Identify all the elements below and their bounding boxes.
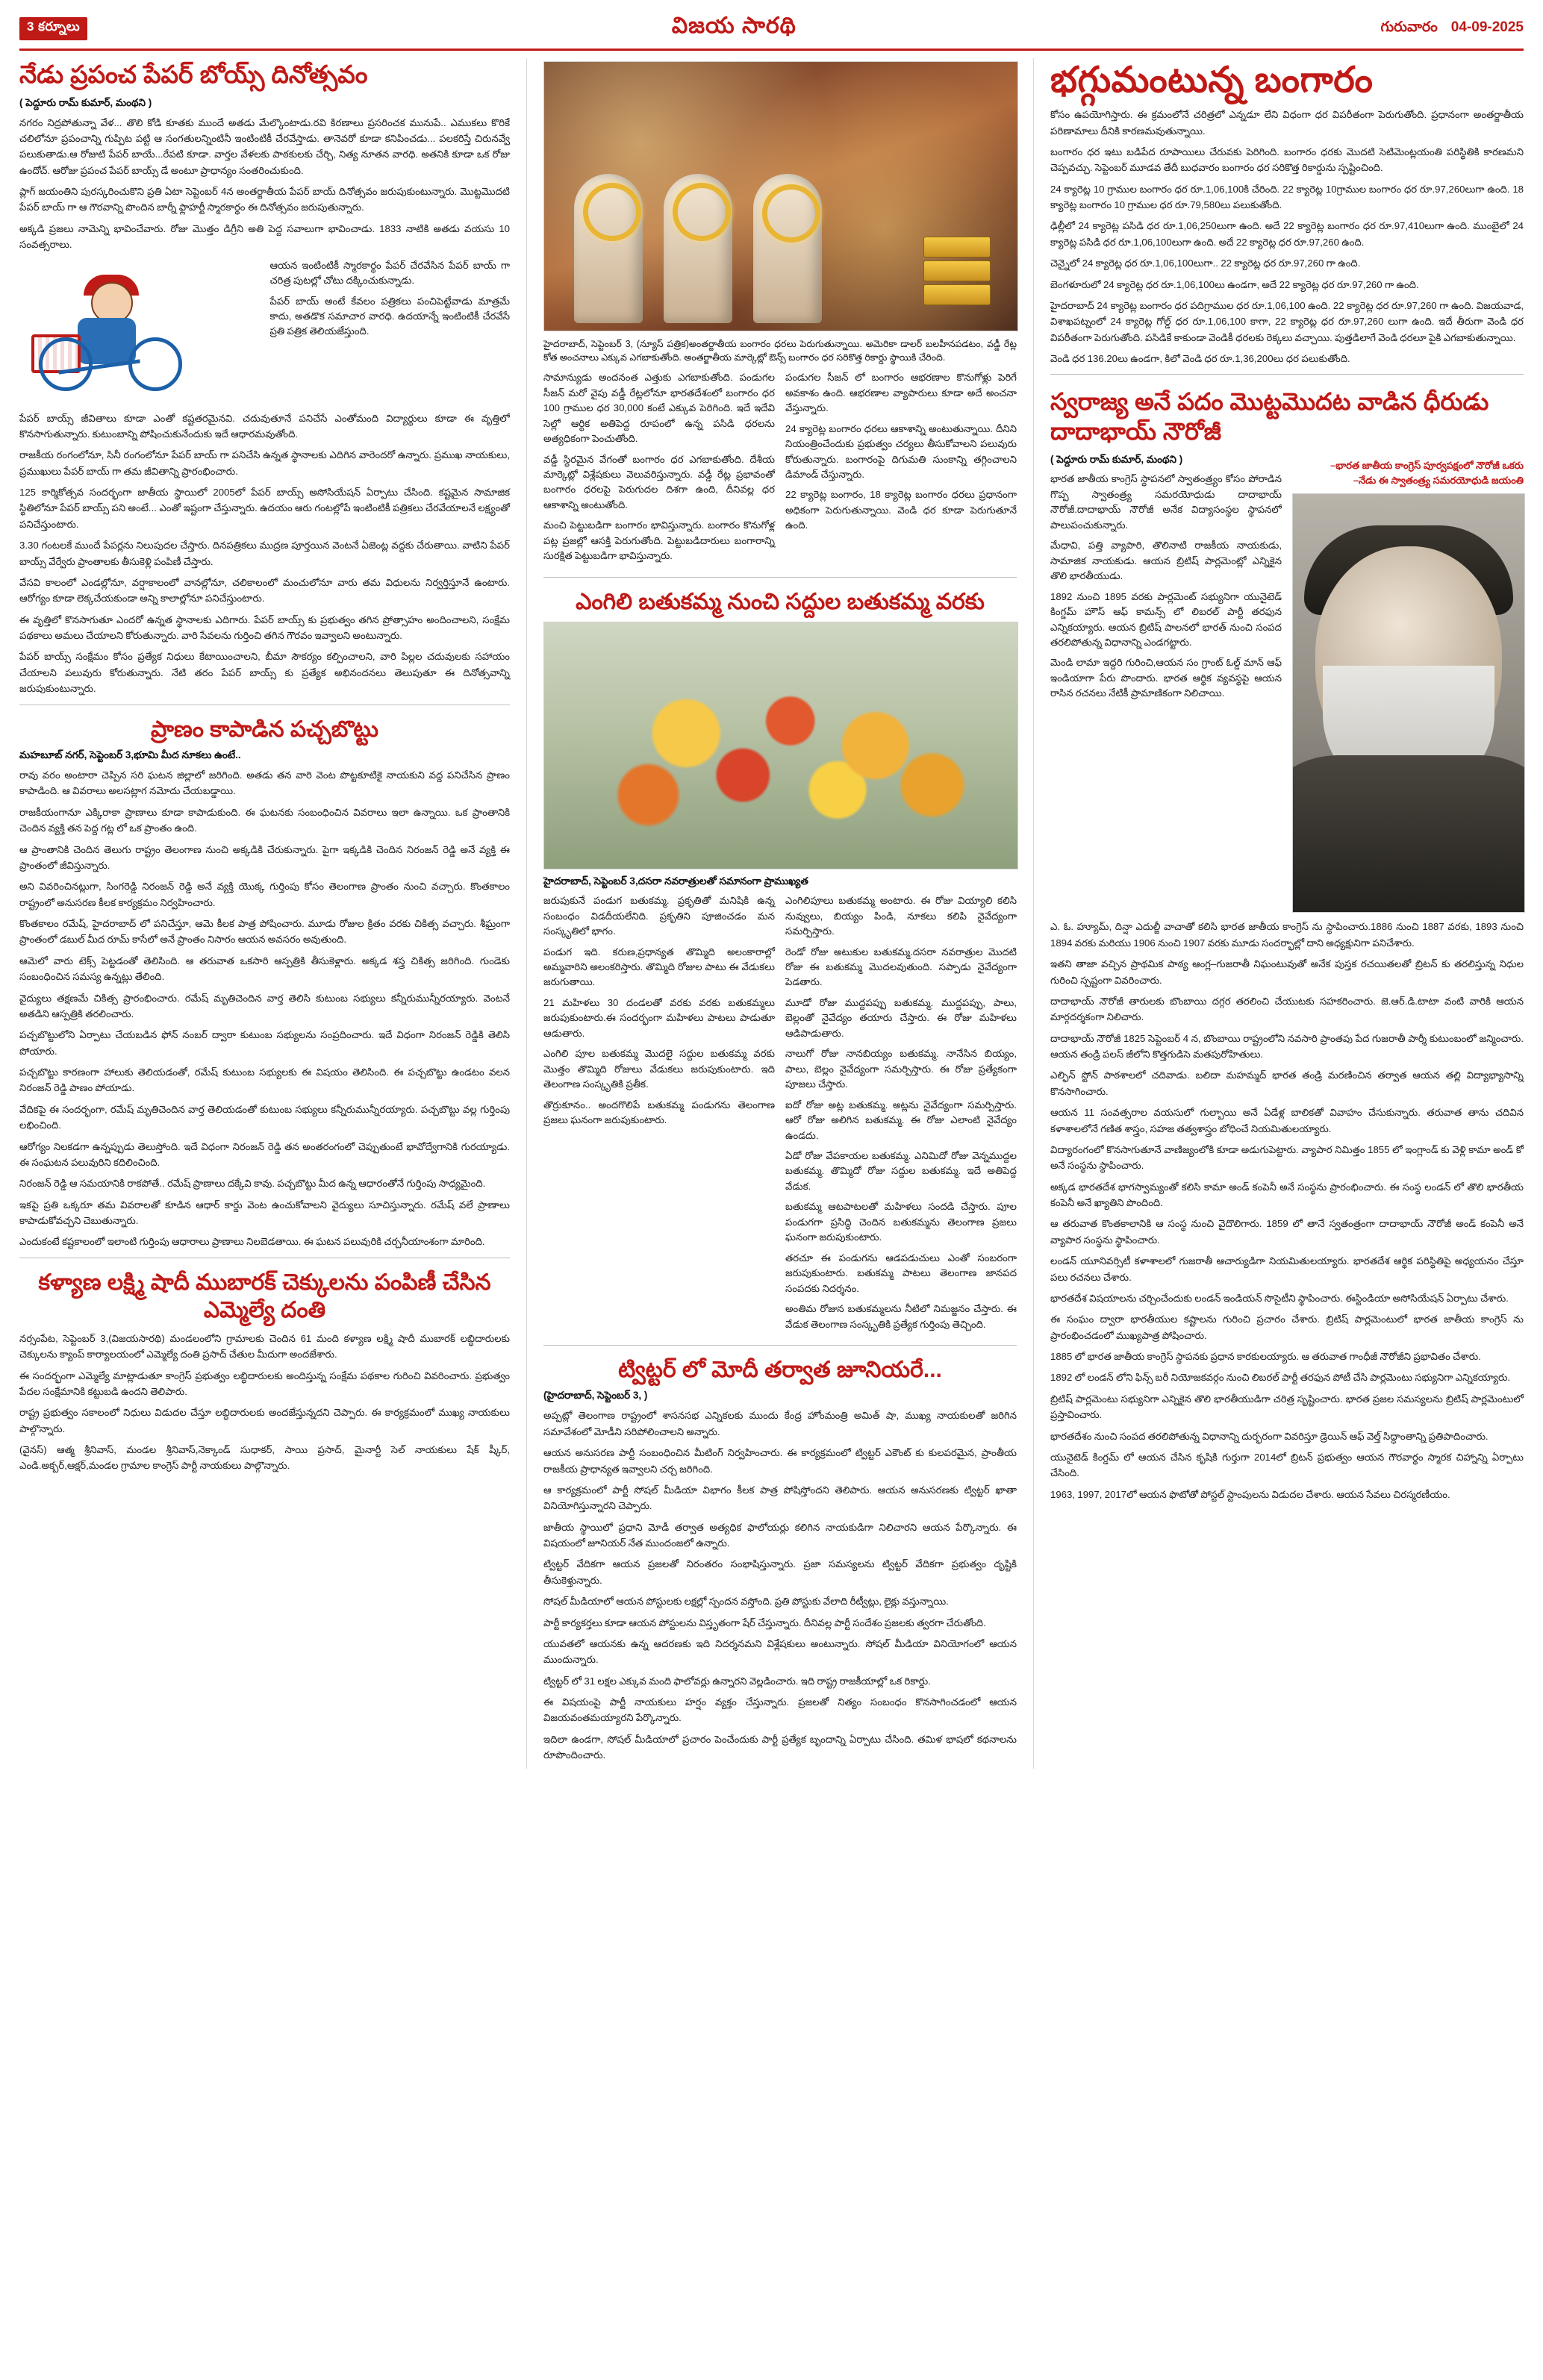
robe-shape bbox=[1292, 755, 1525, 912]
paragraph: లండన్ యూనివర్సిటీ కళాశాలలో గుజరాతీ ఆచార్యుడిగా నియమితులయ్యారు. భారతదేశ ఆర్థిక పరిస్థితిపై అధ్యయనం చేస్తూ పలు రచనలు చేశారు. bbox=[1050, 1255, 1524, 1283]
headline-gold-price: భగ్గుమంటున్న బంగారం bbox=[1050, 60, 1374, 100]
credit-line-2: –నేడు ఈ స్వాతంత్ర్య సమరయోధుడి జయంతి bbox=[1353, 474, 1524, 486]
paragraph: 24 క్యారెట్ల బంగారం ధరలు ఆకాశాన్ని అంటుతున్నాయి. దీనిని నియంత్రించేందుకు ప్రభుత్వం చర్యలు తీసుకోవాలని పలువురు కోరుతున్నారు. బంగారంపై దిగుమతి సుంకాన్ని తగ్గించాలని డిమాండ్ చేస్తున్నారు. bbox=[785, 422, 1017, 480]
naoroji-credit bbox=[1292, 458, 1524, 487]
gold-bar-3 bbox=[923, 237, 991, 257]
paragraph: ఆయన ఇంటింటికీ స్మారకార్థం పేపర్ చేరవేసిన పేపర్ బాయ్ గా చరిత్ర పుటల్లో చోటు దక్కించుకున్నాడు. bbox=[269, 259, 510, 287]
paragraph: భారతదేశం నుంచి సంపద తరలిపోతున్న విధానాన్ని దుర్భరంగా వివరిస్తూ డ్రెయిన్ ఆఫ్ వెల్త్ సిద్ధాంతాన్ని ప్రతిపాదించారు. bbox=[1050, 1430, 1489, 1442]
paragraph: 3.30 గంటలకే ముందే పేపర్లను నిలుపుదల చేస్తారు. దినపత్రికలు ముద్రణ పూర్తయిన వెంటనే ఏజెంట్ల వద్దకు చేరుతాయి. వాటిని పేపర్ బాయ్స్ వేర్వేరు ప్రాంతాలకు తీసుకెళ్లి పంపిణీ చేస్తారు. bbox=[19, 540, 510, 567]
paragraph: పచ్చబొట్టు కారణంగా హాలుకు తెలియడంతో, రమేష్ కుటుంబ సభ్యులకు ఈ విషయం తెలిసింది. ఈ పచ్చబొట్టు ఉండటం వలన నిరంజన్ రెడ్డి పాణం పోయాడు. bbox=[19, 1066, 510, 1094]
headline-tattoo-saved-life: ప్రాణం కాపాడిన పచ్చబొట్టు bbox=[151, 716, 378, 742]
paragraph: బ్రిటిష్ పార్లమెంటు సభ్యునిగా ఎన్నికైన తొలి భారతీయుడిగా చరిత్ర సృష్టించారు. భారత ప్రజల సమస్యలను బ్రిటిష్ పార్లమెంటులో ప్రస్తావించారు. bbox=[1050, 1393, 1524, 1421]
paragraph: ట్విట్టర్ లో 31 లక్షల ఎక్కువ మంది ఫాలోవర్లు ఉన్నారని వెల్లడించారు. ఇది రాష్ట్ర రాజకీయాల్లో ఒక రికార్డు. bbox=[543, 1675, 931, 1687]
paragraph: ఆయన 11 సంవత్సరాల వయసులో గుల్బాయి అనే ఏడేళ్ల బాలికతో వివాహం చేసుకున్నారు. తరువాత తాను చదివిన కళాశాలలోనే గణిత శాస్త్రం, సహజ తత్వశాస్త్రం బోధించే నియమితులయ్యారు. bbox=[1050, 1107, 1524, 1134]
paragraph: ఆరోగ్యం నిలకడగా ఉన్నప్పుడు తెలుస్తోంది. ఇదే విధంగా నిరంజన్ రెడ్డి తన అంతరంగంలో చెప్పుతుంటే భావోద్వేగానికి గురయ్యాడు. ఈ సంఘటన పలువురిని కదిలించింది. bbox=[19, 1140, 510, 1168]
bicycle-wheel-front bbox=[39, 337, 93, 391]
paragraph: బతుకమ్మ ఆటపాటలతో మహిళలు సందడి చేస్తారు. పూల పండుగగా ప్రసిద్ధి చెందిన బతుకమ్మను తెలంగాణ ప్రజలు ఘనంగా జరుపుకుంటారు. bbox=[785, 1201, 1017, 1243]
paragraph: ఆమెలో వారు టెక్స్ పెట్టడంతో తెలిసింది. ఆ తరువాత ఒకసారి ఆస్పత్రికి తీసుకెళ్లారు. అక్కడ శస్త్ర చికిత్స జరిగింది. గుండెకు సంబంధించిన సమస్య ఉన్నట్లు తేలింది. bbox=[19, 955, 510, 983]
bicycle-wheel-rear bbox=[128, 337, 182, 391]
paragraph: ఐదో రోజు అట్ల బతుకమ్మ. అట్లను నైవేద్యంగా సమర్పిస్తారు. ఆరో రోజు అలిగిన బతుకమ్మ. ఈ రోజు ఎలాంటి నైవేద్యం ఉండదు. bbox=[785, 1099, 1017, 1141]
divider bbox=[543, 1345, 1017, 1346]
gold-text-block bbox=[543, 370, 1017, 569]
paragraph: హైదరాబాద్ 24 క్యారెట్ల బంగారం ధర పదిగ్రాముల ధర రూ.1,06,100 ఉంది. 22 క్యారెట్ల ధర రూ.97,260 గా ఉంది. విజయవాడ, విశాఖపట్నంలో 24 క్యారెట్ల గోల్డ్ ధర రూ.1,06,100 కాగా, 22 క్యారెట్ల ధర రూ.97,260 లుగా ఉంది. ఇదే తీరుగా వెండి ధర విపరీతంగా పెరుగుతోంది. పసిడికే కాకుండా వెండికీ ధరలకు రెక్కలు వచ్చాయి. పుత్తడిలాగే వెండి ధరలూ పైకి ఎగబాకుతున్నాయి. bbox=[1050, 299, 1524, 343]
headline-bathukamma: ఎంగిలి బతుకమ్మ నుంచి సద్దుల బతుకమ్మ వరకు bbox=[576, 589, 985, 614]
paragraph: అప్పట్లో తెలంగాణ రాష్ట్రంలో శాసనసభ ఎన్నికలకు ముందు కేంద్ర హోంమంత్రి అమిత్ షా, ముఖ్య నాయకులతో జరిగిన సమావేశంలో మోడీని సరిపోలించాలని అన్నారు. bbox=[543, 1410, 1017, 1437]
bathukamma-flowers-photo bbox=[543, 622, 1018, 869]
gold-bar-1 bbox=[923, 284, 991, 305]
paragraph: (వైనస్) ఆత్మ శ్రీనివాస్, మండల శ్రీనివాస్,నెక్కాండ్ సుధాకర్, సాయి ప్రసాద్, మైనార్టీ సెల్ నాయకులు షేక్ ష్కీర్, ఎండి.అక్బర్,ఆక్షర్,మండల గ్రామాల కాంగ్రెస్ పార్టీ నాయకులు పాల్గొన్నారు. bbox=[19, 1444, 510, 1472]
dateline-tattoo: మహబూబ్ నగర్, సెప్టెంబర్ 3,భూమి మీద నూకలు ఉంటే.. bbox=[19, 749, 241, 761]
paperboy-illustration-block bbox=[19, 258, 510, 410]
gold-bar-2 bbox=[923, 260, 991, 281]
paragraph: మంచి పెట్టుబడిగా బంగారం భావిస్తున్నారు. బంగారం కొనుగోళ్ల పట్ల ప్రజల్లో ఆసక్తి పెరుగుతోంది. పెట్టుబడిదారులు బంగారాన్ని సురక్షిత పెట్టుబడిగా భావిస్తున్నారు. bbox=[543, 519, 775, 562]
paragraph: బంగారం ధర ఇటు బడిపేద రూపాయిలు చేరువకు పెరిగింది. బంగారం ధరకు మొదటి సెటిమెంట్లయంతి పరిస్థితికి కారణమని చెప్పవచ్చు. సెప్టెంబర్ మూడవ తేదీ బుధవారం బంగారం ధర సరికొత్త రికార్డును స్పష్టించింది. bbox=[1050, 146, 1524, 174]
headline-paperboy-day: నేడు ప్రపంచ పేపర్ బోయ్స్ దినోత్సవం bbox=[19, 60, 368, 88]
bathukamma-col-a bbox=[543, 893, 775, 1337]
paragraph: ఎంగిలిపూలు బతుకమ్మ అంటారు. ఈ రోజు వియ్యాలి కలిసి నువ్వులు, బియ్యం పిండి, నూకలు కలిపి నైవేద్యంగా సమర్పిస్తారు. bbox=[785, 895, 1017, 937]
paragraph: ప్లాగ్ జయంతిని పురస్కరించుకొని ప్రతి ఏటా సెప్టెంబర్ 4న అంతర్జాతీయ పేపర్ బాయ్ దినోత్సవం జరుపుకుంటున్నారు. మొట్టమొదటి పేపర్ బాయ్ గా ఆ గౌరవాన్ని పొందిన బార్నీ ఫ్లాహర్టీ స్మారకార్థం ఈ దినోత్సవం జరుపుతున్నారు. bbox=[19, 186, 510, 213]
headline-twitter-modi: ట్విట్టర్ లో మోదీ తర్వాత జూనియరే... bbox=[618, 1357, 942, 1382]
paragraph: అంతిమ రోజున బతుకమ్మలను నీటిలో నిమజ్జనం చేస్తారు. ఈ వేడుక తెలంగాణ సంస్కృతికి ప్రత్యేక గుర్తింపు తెచ్చింది. bbox=[785, 1303, 1017, 1330]
paragraph: ఆ ప్రాంతానికి చెందిన తెలుగు రాష్ట్రం తెలంగాణ నుంచి అక్కడికి చేరుకున్నారు. పైగా ఇక్కడికి చెందిన నిరంజన్ రెడ్డి అనే వ్యక్తి ఈ ప్రాంతంలో జీవిస్తున్నారు. bbox=[19, 843, 510, 871]
dateline-bathukamma: హైదరాబాద్, సెప్టెంబర్ 3,దసరా నవరాత్రులతో సమానంగా ప్రాముఖ్యత bbox=[543, 875, 808, 887]
paragraph: 1885 లో భారత జాతీయ కాంగ్రెస్ స్థాపనకు ప్రధాన కారకులయ్యారు. ఆ తరువాత గాంధీజీ నౌరోజీని ప్రభావితం చేశారు. bbox=[1050, 1351, 1481, 1363]
dateline-naoroji: ( పెద్దూరు రామ్ కుమార్, మంథని ) bbox=[1050, 454, 1183, 466]
paragraph: ట్విట్టర్ వేదికగా ఆయన ప్రజలతో నిరంతరం సంభాషిస్తున్నారు. ప్రజా సమస్యలను ట్విట్టర్ వేదికగా ప్రభుత్వం దృష్టికి తీసుకెళ్తున్నారు. bbox=[543, 1558, 1017, 1586]
paragraph: ఈ విషయంపై పార్టీ నాయకులు హర్షం వ్యక్తం చేస్తున్నారు. ప్రజలతో నిత్యం సంబంధం కొనసాగించడంలో ఆయన విజయవంతమయ్యారని పేర్కొన్నారు. bbox=[543, 1696, 1017, 1724]
masthead-date bbox=[1380, 19, 1524, 39]
divider bbox=[543, 577, 1017, 578]
paragraph: భారత జాతీయ కాంగ్రెస్ స్థాపనలో స్వాతంత్ర్యం కోసం పోరాడిన గొప్ప స్వాతంత్ర్య సమరయోధుడు దాదాభాయ్ నౌరోజీ.దాదాభాయ్ నౌరోజీ అనేక విద్యాసంస్థల స్థాపనలో పాలుపంచుకున్నారు. bbox=[1050, 473, 1282, 531]
column-1 bbox=[19, 58, 510, 1769]
gold-photo-caption: హైదరాబాద్, సెప్టెంబర్ 3, (న్యూస్ పత్రిక)అంతర్జాతీయ బంగారం ధరలు పెరుగుతున్నాయి. అమెరికా డాలర్ బలహీనపడటం, వడ్డీ రేట్ల కోత అంచనాలు ఎక్కువ ఎగబాకుతోంది. అంతర్జాతీయ మార్కెట్లో ఔన్స్ బంగారం ధర సరికొత్త రికార్డు స్థాయికి చేరింది. bbox=[543, 339, 1017, 363]
paragraph: పచ్చబొట్టులోని ఏర్పాటు చేయబడిన ఫోన్ నంబర్ ద్వారా కుటుంబ సభ్యులను సంప్రదించారు. ఇదే విధంగా నిరంజన్ రెడ్డికి తెలిసి పోయారు. bbox=[19, 1029, 510, 1057]
paragraph: జాతీయ స్థాయిలో ప్రధాని మోడీ తర్వాత అత్యధిక ఫాలోయర్లు కలిగిన నాయకుడిగా నిలిచారని ఆయన పేర్కొన్నారు. ఈ విషయంలో జూనియర్ నేత ముందంజలో ఉన్నారు. bbox=[543, 1521, 1017, 1549]
paragraph: దాదాభాయ్ నౌరోజీ తారులకు బొంబాయి దగ్గర తరలించి చేయుటకు సహకరించారు. జె.ఆర్.డి.టాటా వంటి వారికి ఆయన మార్గదర్శకంగా నిలిచారు. bbox=[1050, 995, 1524, 1023]
paragraph: యువతలో ఆయనకు ఉన్న ఆదరణకు ఇది నిదర్శనమని విశ్లేషకులు అంటున్నారు. సోషల్ మీడియా వినియోగంలో ఆయన ముందున్నారు. bbox=[543, 1637, 1017, 1666]
paperboy-side-text bbox=[270, 258, 511, 410]
paragraph: 1963, 1997, 2017లో ఆయన ఫొటోతో పోస్టల్ స్టాంపులను విడుదల చేశారు. ఆయన సేవలు చిరస్మరణీయం. bbox=[1050, 1488, 1450, 1500]
paragraph: చెన్నైలో 24 క్యారెట్ల ధర రూ.1,06,100లుగా.. 22 క్యారెట్ల ధర రూ.97,260 గా ఉంది. bbox=[1050, 257, 1361, 269]
paragraph: నాలుగో రోజు నానబియ్యం బతుకమ్మ. నానేసిన బియ్యం, పాలు, బెల్లం నైవేద్యంగా సమర్పిస్తారు. ఈ రోజు ప్రత్యేకంగా పూజలు చేస్తారు. bbox=[785, 1048, 1017, 1090]
paragraph: ఆ తరువాత కొంతకాలానికి ఆ సంస్థ నుంచి వైదొలిగారు. 1859 లో తానే స్వతంత్రంగా దాదాభాయ్ నౌరోజీ అండ్ కంపెనీ అనే వ్యాపార సంస్థను స్థాపించారు. bbox=[1050, 1218, 1524, 1246]
paragraph: 1892 లో లండన్ లోని ఫిన్స్ బరీ నియోజకవర్గం నుంచి లిబరల్ పార్టీ తరఫున పోటీ చేసి పార్లమెంటు సభ్యునిగా ఎన్నికయ్యారు. bbox=[1050, 1372, 1511, 1384]
paragraph: పేపర్ బాయ్స్ సంక్షేమం కోసం ప్రత్యేక నిధులు కేటాయించాలని, బీమా సౌకర్యం కల్పించాలని, వారి పిల్లల చదువులకు సహాయం చేయాలని పలువురు కోరుతున్నారు. నేటి తరం పేపర్ బాయ్స్ కు ప్రత్యేక అభినందనలు తెలుపుతూ ఈ దినోత్సవాన్ని జరుపుకుంటున్నారు. bbox=[19, 651, 510, 695]
paragraph: ఈ సందర్భంగా ఎమ్మెల్యే మాట్లాడుతూ కాంగ్రెస్ ప్రభుత్వం లబ్ధిదారులకు అందిస్తున్న సంక్షేమ పథకాల గురించి వివరించారు. ప్రభుత్వం పేదల సంక్షేమానికి కట్టుబడి ఉందని తెలిపారు. bbox=[19, 1369, 510, 1397]
paragraph: భారతదేశ విషయాలను చర్చించేందుకు లండన్ ఇండియన్ సొసైటీని స్థాపించారు. ఈస్టిండియా అసోసియేషన్ ఏర్పాటు చేశారు. bbox=[1050, 1292, 1509, 1304]
paragraph: 21 మహిళలు 30 దండలతో వరకు వరకు బతుకమ్మలు జరుపుకుంటారు.ఈ సందర్భంగా మహిళలు పాటలు పాడుతూ ఆడుతారు. bbox=[543, 996, 775, 1039]
gold-necklace-2 bbox=[673, 183, 731, 241]
paragraph: 22 క్యారెట్ల బంగారం, 18 క్యారెట్ల బంగారం ధరలు ప్రధానంగా అధికంగా పెరుగుతున్నాయి. వెండి ధర కూడా పెరుగుతూనే ఉంది. bbox=[785, 489, 1017, 531]
paragraph: అని వివరించినట్లుగా, సింగరెడ్డి నిరంజన్ రెడ్డి అనే వ్యక్తి యొక్క గుర్తింపు కోసం తెలంగాణ ప్రాంతం నుంచి వచ్చారు. కొంతకాలం రాష్ట్రంలో అనుసరణ కీలక కార్యక్రమం నిర్వహించారు. bbox=[19, 881, 510, 908]
paragraph: రాజకీయంగానూ ఎక్కిరాకా ప్రాణాలు కూడా కాపాడుకుంది. ఈ ఘటనకు సంబంధించిన వివరాలు ఇలా ఉన్నాయి. ఒక ప్రాంతానికి చెందిన వ్యక్తి తన పెద్ద గట్ల లో ఒక ప్రాంతం ఉంది. bbox=[19, 806, 510, 834]
paragraph: వడ్డీ స్థిరమైన వేగంతో బంగారం ధర ఎగబాకుతోంది. దేశీయ మార్కెట్లో విశ్లేషకులు వెలువరిస్తున్నారు. వడ్డీ రేట్ల ప్రభావంతో బంగారం ధరలపై పెరుగుదల దిశగా ఉంది, దీనివల్ల ధర ఆకాశాన్ని అంటుతోంది. bbox=[543, 453, 775, 510]
column-3 bbox=[1033, 58, 1524, 1769]
paragraph: ఢిల్లీలో 24 క్యారెట్ల పసిడి ధర రూ.1,06,250లుగా ఉంది. అదే 22 క్యారెట్ల బంగారం ధర రూ.97,410లుగా ఉంది. ముంబైలో 24 క్యారెట్ల పసిడి ధర రూ.1,06,100లుగా ఉంది. అదే 22 క్యారెట్ల ధర రూ.97,260 ఉంది. bbox=[1050, 220, 1524, 248]
masthead bbox=[19, 13, 1524, 51]
paragraph: ఎ. ఓ. హ్యూమ్, దిన్షా ఎదుల్జీ వాచాతో కలిసి భారత జాతీయ కాంగ్రెస్ ను స్థాపించారు.1886 నుంచి 1887 వరకు, 1893 నుంచి 1894 వరకు మరియు 1906 నుంచి 1907 వరకు మూడు సందర్భాల్లో దాని అధ్యక్షునిగా పనిచేశారు. bbox=[1050, 921, 1524, 949]
paragraph: కోసం ఉపయోగిస్తారు. ఈ క్రమంలోనే చరిత్రలో ఎన్నడూ లేని విధంగా ధర విపరీతంగా పెరుగుతోంది. ప్రధానంగా అంతర్జాతీయ పరిణామాలు దీనికి కారణమవుతున్నాయి. bbox=[1050, 109, 1524, 137]
gold-necklace-1 bbox=[583, 183, 641, 241]
paragraph: నర్సంపేట, సెప్టెంబర్ 3,(విజయసారథి) మండలంలోని గ్రామాలకు చెందిన 61 మంది కళ్యాణ లక్ష్మి షాదీ ముబారక్ లబ్ధిదారులకు చెక్కులను క్యాంప్ కార్యాలయంలో ఎమ్మెల్యే దంతి ప్రసాద్ చేతుల మీదుగా అందజేశారు. bbox=[19, 1332, 510, 1361]
gold-col-b bbox=[785, 370, 1017, 569]
paragraph: ఈ సంఘం ద్వారా భారతీయుల కష్టాలను గురించి ప్రచారం చేశారు. బ్రిటిష్ పార్లమెంటులో భారత జాతీయ కాంగ్రెస్ ను ప్రారంభించడంలో ముఖ్యపాత్ర పోషించారు. bbox=[1050, 1314, 1524, 1341]
paragraph: పార్టీ కార్యకర్తలు కూడా ఆయన పోస్టులను విస్తృతంగా షేర్ చేస్తున్నారు. దీనివల్ల పార్టీ సందేశం ప్రజలకు త్వరగా చేరుతోంది. bbox=[543, 1617, 986, 1628]
paragraph: ఎందుకంటే కష్టకాలంలో ఇలాంటి గుర్తింపు ఆధారాలు ప్రాణాలు నిలబెడతాయి. ఈ ఘటన పలువురికి చర్చనీయాంశంగా మారింది. bbox=[19, 1236, 485, 1248]
paragraph: సోషల్ మీడియాలో ఆయన పోస్టులకు లక్షల్లో స్పందన వస్తోంది. ప్రతి పోస్టుకు వేలాది రీట్వీట్లు, లైక్లు వస్తున్నాయి. bbox=[543, 1596, 949, 1608]
naoroji-portrait-photo bbox=[1292, 493, 1525, 913]
paragraph: ఆయన అనుసరణ పార్టీ సంబంధించిన మీటింగ్ నిర్వహించారు. ఈ కార్యక్రమంలో ట్విట్టర్ ఎకౌంట్ కు కులపరమైన, ప్రాంతీయ రాజకీయ ప్రాధాన్యత ఇవ్వాలని చర్చ జరిగింది. bbox=[543, 1447, 1017, 1475]
naoroji-intro-text bbox=[1050, 454, 1282, 919]
gold-jewellery-photo bbox=[543, 61, 1018, 331]
paragraph: ఎంగిలి పూల బతుకమ్మ మొదలై సద్దుల బతుకమ్మ వరకు మొత్తం తొమ్మిది రోజులు వేడుకలు జరుపుకుంటారు. ఇది తెలంగాణ సంస్కృతికి ప్రతీక. bbox=[543, 1048, 775, 1090]
paragraph: పేపర్ బాయ్ అంటే కేవలం పత్రికలు పంచిపెట్టేవాడు మాత్రమే కాదు, అతడొక సమాచార వారధి. ఉదయాన్నే ఇంటింటికీ చేరవేసే ప్రతి పత్రిక తెలియజేస్తుంది. bbox=[269, 295, 510, 337]
paragraph: రావు వరం అంటారా చెప్పిన సరి ఘటన జిల్లాలో జరిగింది. అతడు తన వారి వెంట పొట్టకూటికై నాయకుని వద్ద పనిచేసిన ప్రాణం కాపాడింది. ఆ వివరాలు అలసట్లాగ నమోదు చేయబడ్డాయి. bbox=[19, 769, 510, 797]
page-number-badge: 3 కర్నూలు bbox=[19, 17, 87, 40]
paragraph: వైద్యులు తక్షణమే చికిత్స ప్రారంభించారు. రమేష్ మృతిచెందిన వార్త తెలిసి కుటుంబ సభ్యులు కన్నీరుమున్నీరయ్యారు. వెంటనే అతడిని ఆస్పత్రికి తరలించారు. bbox=[19, 992, 510, 1019]
paragraph: రాష్ట్ర ప్రభుత్వం సకాలంలో నిధులు విడుదల చేస్తూ లబ్ధిదారులకు అందజేస్తున్నదని చెప్పారు. ఈ కార్యక్రమంలో ముఖ్య నాయకులు పాల్గొన్నారు. bbox=[19, 1407, 510, 1434]
paragraph: పండుగ ఇది. కరుణ,ప్రధాన్యత తొమ్మిది అలంకారాల్లో అమ్మవారిని అలంకరిస్తారు. తొమ్మిది రోజుల పాటు ఈ వేడుకలు జరుగుతాయి. bbox=[543, 946, 775, 988]
paragraph: యునైటెడ్ కింగ్డమ్ లో ఆయన చేసిన కృషికి గుర్తుగా 2014లో బ్రిటన్ ప్రభుత్వం ఆయన గౌరవార్థం స్మారక చిహ్నాన్ని ఏర్పాటు చేసింది. bbox=[1050, 1451, 1524, 1479]
paragraph: ఇదిలా ఉండగా, సోషల్ మీడియాలో ప్రచారం పెంచేందుకు పార్టీ ప్రత్యేక బృందాన్ని ఏర్పాటు చేసింది. తమిళ భాషలో కథనాలను రూపొందించారు. bbox=[543, 1733, 1017, 1761]
paragraph: ఏడో రోజు వేపకాయల బతుకమ్మ. ఎనిమిదో రోజు వెన్నముద్దల బతుకమ్మ. తొమ్మిదో రోజు సద్దుల బతుకమ్మ. ఇదే అతిపెద్ద వేడుక. bbox=[785, 1149, 1017, 1192]
paragraph: రాజకీయ రంగంలోనూ, సినీ రంగంలోనూ పేపర్ బాయ్ గా పనిచేసి ఉన్నత స్థానాలకు ఎదిగిన వారెందరో ఉన్నారు. ప్రముఖ నాయకులు, ప్రముఖులు పేపర్ బాయ్ గా తమ జీవితాన్ని ప్రారంభించారు. bbox=[19, 449, 510, 477]
bathukamma-col-b bbox=[785, 893, 1017, 1337]
paragraph: అక్కడ భారతదేశ భాగస్వామ్యంతో కలిసి కామా అండ్ కంపెనీ అనే సంస్థను ప్రారంభించారు. ఈ సంస్థ లండన్ లో తొలి భారతీయ కంపెనీ అనే ఖ్యాతిని పొందింది. bbox=[1050, 1181, 1524, 1209]
paragraph: అక్కడి ప్రజలు నామెన్ని భావించేవారు. రోజు మొత్తం డిగ్రీని అతి పెద్ద సవాలుగా భావించాడు. 1833 నాటికి అతడు వయసు 10 సంవత్సరాలు. bbox=[19, 222, 510, 251]
paragraph: రెండో రోజు అటుకుల బతుకమ్మ.దసరా నవరాత్రుల మొదటి రోజు ఈ బతుకమ్మ మొదలవుతుంది. సప్పాడు నైవేద్యంగా పెడతారు. bbox=[785, 946, 1017, 988]
weekday-label: గురువారం bbox=[1380, 19, 1438, 35]
paragraph: ఎల్ఫిన్ స్టోన్ పాఠశాలలో చదివాడు. బలిదా మహమ్మద్ భారత తండ్రి మరణించిన తర్వాత ఆయన తల్లి విద్యాభ్యాసాన్ని కొనసాగించారు. bbox=[1050, 1069, 1524, 1097]
paragraph: 24 క్యారెట్ల 10 గ్రాముల బంగారం ధర రూ.1,06,100కి చేరింది. 22 క్యారెట్ల 10గ్రాముల బంగారం ధర రూ.97,260లుగా ఉంది. 18 క్యారెట్ల బంగారం 10 గ్రాముల ధర రూ.79,580లు పలుకుతోంది. bbox=[1050, 183, 1524, 211]
paragraph: దాదాభాయ్ నౌరోజీ 1825 సెప్టెంబర్ 4 న, బొంబాయి రాష్ట్రంలోని నవసారి ప్రాంతపు పేద గుజరాతీ పార్శీ కుటుంబంలో జన్మించారు. ఆయన తండ్రి పలస్ జీలోని కొత్తగుడిసె మతపురోహితులు. bbox=[1050, 1032, 1524, 1061]
paragraph: బెంగళూరులో 24 క్యారెట్ల ధర రూ.1,06,100లు ఉండగా, అదే 22 క్యారెట్ల ధర రూ.97,260 గా ఉంది. bbox=[1050, 278, 1419, 290]
paperboy-cyclist-illustration bbox=[19, 263, 260, 405]
paragraph: నిరంజన్ రెడ్డి ఆ సమయానికి రాకపోతే.. రమేష్ ప్రాణాలు దక్కేవి కావు. పచ్చబొట్టు మీద ఉన్న ఆధారంతోనే గుర్తింపు సాధ్యమైంది. bbox=[19, 1178, 486, 1190]
date-label: 04-09-2025 bbox=[1450, 19, 1524, 35]
paragraph: సామాన్యుడు అందనంత ఎత్తుకు ఎగబాకుతోంది. పండుగల సీజన్ మరో వైపు వడ్డీ రేట్లలోనూ భారతదేశంలో బంగారం ధర 100 గ్రాముల ధర 30,000 కంటే ఎక్కువ పెరిగింది. ఇదే ఇదేవి సెల్లో ఆర్థిక అతిపెద్ద రూపంలో ఉన్న పసిడి ధరలను అత్యధికంగా పెంచుతోంది. bbox=[543, 372, 775, 445]
paragraph: ఇతని తాజా వచ్చిన ప్రాథమిక పాఠ్య ఆంగ్ల–గుజరాతీ నిఘంటువుతో అనేక పుస్తక రచయితలతో బ్రిటన్ కు తరలిస్తున్న నిధుల గురించి స్పష్టంగా వివరించారు. bbox=[1050, 958, 1524, 986]
paragraph: ఇకపై ప్రతి ఒక్కరూ తమ వివరాలతో కూడిన ఆధార్ కార్డు వెంట ఉంచుకోవాలని వైద్యులు సూచిస్తున్నారు. రమేష్ వలే ప్రాణాలు కాపాడుకోవచ్చని చెబుతున్నారు. bbox=[19, 1199, 510, 1227]
paragraph: మేధావి, పత్తి వ్యాపారి, తొలినాటి రాజకీయ నాయకుడు, సామాజిక నాయకుడు. ఆయన బ్రిటిష్ పార్లమెంట్లో ఎన్నికైన తొలి భారతీయుడు. bbox=[1050, 540, 1282, 582]
paragraph: కొంతకాలం రమేష్, హైదరాబాద్ లో పనిచేస్తూ, ఆమె కీలక పాత్ర పోషించారు. మూడు రోజుల క్రితం వరకు చికిత్స వచ్చారు. శీఘ్రంగా ప్రాంతంలో డబుల్ మీద రూమ్ కాసేలో అనే ప్రాంతం నిసారం ఆయన అవసరం అవుతుంది. bbox=[19, 918, 510, 946]
paragraph: 1892 నుంచి 1895 వరకు పార్లమెంట్ సభ్యునిగా యునైటెడ్ కింగ్డమ్ హౌస్ ఆఫ్ కామన్స్ లో లిబరల్ పార్టీ తరఫున ఎన్నికయ్యారు. ఆయన బ్రిటిష్ పాలనలో భారత్ నుంచి సంపద తరలిపోతున్న విధానాన్ని ఎండగట్టారు. bbox=[1050, 590, 1282, 648]
paragraph: నగరం నిద్రపోతున్నా వేళ... తొలి కోడి కూతకు ముందే అతడు మేల్కొంటాడు.రవి కిరణాలు ప్రసరించక మునుపే.. ఎముకలు కొరికే చలిలోనూ ప్రపంచాన్ని గుప్పిట పట్టి ఆ సంగతులన్నింటినీ ఇంటింటికీ చేరవేస్తాడు. తానెవరో కూడా కనిపించడు... పలకరిస్తే చిరునవ్వే పలుకుతాడు.ఆ రోజుటి పేపర్ బాయే...రేపటి కూడా. వార్తల వేళలకు పాఠకులకు చేర్చి, నిత్య నూతన వారధి. అతనికి కూడా ఒక రోజు ఉందోచ్. ఆరోజు ప్రపంచ పేపర్ బాయ్స్ డే అంటూ ప్రాధాన్యం సంతరించుకుంది. bbox=[19, 116, 510, 176]
paragraph: మూడో రోజు ముద్దపప్పు బతుకమ్మ. ముద్దపప్పు, పాలు, బెల్లంతో నైవేద్యం తయారు చేస్తారు. ఈ రోజు మహిళలు ఆడిపాడుతారు. bbox=[785, 996, 1017, 1039]
gold-col-a bbox=[543, 370, 775, 569]
bathukamma-text-block bbox=[543, 893, 1017, 1337]
credit-line-1: –భారత జాతీయ కాంగ్రెస్ పూర్వపక్షంలో నౌరోజీ ఒకరు bbox=[1330, 460, 1524, 472]
paragraph: పేపర్ బాయ్స్ జీవితాలు కూడా ఎంతో కష్టతరమైనవి. చదువుతూనే పనిచేసే ఎంతోమంది విద్యార్థులు కూడా ఈ వృత్తిలో కొనసాగుతున్నారు. కుటుంబాన్ని పోషించుకునేందుకు ఇదే ఆధారమవుతోంది. bbox=[19, 412, 510, 440]
paragraph: మెండి లామా ఇద్దరి గురించి,ఆయన సం గ్రాంట్ ఓల్డ్ మాన్ ఆఫ్ ఇండియాగా పేరు పొందారు. భారత ఆర్థిక వ్యవస్థపై ఆయన రాసిన రచనలు నేటికీ ప్రామాణికంగా నిలిచాయి. bbox=[1050, 657, 1282, 699]
paragraph: 125 కార్మికోత్సవ సందర్భంగా జాతీయ స్థాయిలో 2005లో పేపర్ బాయ్స్ అసోసియేషన్ ఏర్పాటు చేసింది. కష్టమైన సామాజిక స్థితిలోనూ పేపర్ బాయ్స్ పని అంటే... ఎంతో ఇష్టంగా చేస్తున్నారు. ఉదయం ఆరు గంటల్లోపే ఇంటింటికీ పత్రికలు చేరవేయాలనే లక్ష్యంతో పనిచేస్తుంటారు. bbox=[19, 487, 510, 530]
divider bbox=[1050, 374, 1524, 375]
headline-kalyana-lakshmi: కళ్యాణ లక్ష్మి షాదీ ముబారక్ చెక్కులను పంపిణీ చేసిన ఎమ్మెల్యే దంతి bbox=[38, 1269, 491, 1323]
paragraph: విద్యారంగంలో కొనసాగుతూనే వాణిజ్యంలోకి కూడా అడుగుపెట్టారు. వ్యాపార నిమిత్తం 1855 లో ఇంగ్లాండ్ కు వెళ్లి కామా అండ్ కో అనే సంస్థను స్థాపించారు. bbox=[1050, 1143, 1524, 1172]
naoroji-photo-block bbox=[1292, 454, 1524, 919]
paragraph: వేదికపై ఈ సందర్భంగా, రమేష్ మృతిచెందిన వార్త తెలియడంతో కుటుంబ సభ్యులు కన్నీరుమున్నీరయ్యారు. పచ్చబొట్టు వల్ల గుర్తింపు లభించింది. bbox=[19, 1103, 510, 1131]
masthead-left bbox=[19, 17, 87, 40]
dateline-twitter: (హైదరాబాద్, సెప్టెంబర్ 3, ) bbox=[543, 1390, 648, 1402]
paragraph: తరచూ ఈ పండుగను ఆడపడుచులు ఎంతో సంబరంగా జరుపుకుంటారు. బతుకమ్మ పాటలు తెలంగాణ జానపద సంపదకు నిదర్శనం. bbox=[785, 1252, 1017, 1294]
paragraph: ఈ వృత్తిలో కొనసాగుతూ ఎందరో ఉన్నత స్థానాలకు ఎదిగారు. పేపర్ బాయ్స్ కు ప్రభుత్వం తగిన ప్రోత్సాహం అందించాలని, సంక్షేమ పథకాలు అమలు చేయాలని కోరుతున్నారు. వారి సేవలను గుర్తించి తగిన గౌరవం ఇవ్వాలని అంటున్నారు. bbox=[19, 613, 510, 642]
column-2 bbox=[526, 58, 1017, 1769]
gold-necklace-3 bbox=[762, 184, 820, 243]
paragraph: ఆ కార్యక్రమంలో పార్టీ సోషల్ మీడియా విభాగం కీలక పాత్ర పోషిస్తోందని తెలిపారు. ఆయన అనుసరణకు ట్విట్టర్ ఖాతా వినియోగిస్తున్నారని చెప్పారు. bbox=[543, 1484, 1017, 1512]
page-grid bbox=[19, 58, 1524, 1769]
paragraph: పండుగల సీజన్ లో బంగారం ఆభరణాల కొనుగోళ్లు పెరిగే అవకాశం ఉంది. ఆభరణాల వ్యాపారులు కూడా అదే అంచనా వేస్తున్నారు. bbox=[785, 372, 1017, 414]
paragraph: వేసవి కాలంలో ఎండల్లోనూ, వర్షాకాలంలో వానల్లోనూ, చలికాలంలో మంచులోనూ వారు తమ విధులను నిర్వర్తిస్తూనే ఉంటారు. ఆరోగ్యం కూడా లెక్కచేయకుండా అన్ని కాలాల్లోనూ పనిచేస్తుంటారు. bbox=[19, 576, 510, 605]
newspaper-title: విజయ సారథి bbox=[671, 13, 797, 38]
naoroji-top-block bbox=[1050, 454, 1524, 919]
paragraph: వెండి ధర 136.20లు ఉండగా, కిలో వెండి ధర రూ.1,36,200లు ధర పలుకుతోంది. bbox=[1050, 353, 1350, 365]
headline-naoroji: స్వరాజ్య అనే పదం మొట్టమొదట వాడిన ధీరుడు దాదాభాయ్ నౌరోజీ bbox=[1050, 388, 1489, 446]
dateline-paperboy: ( పెద్దూరు రామ్ కుమార్, మంథని ) bbox=[19, 96, 152, 108]
paragraph: తొర్రుకూనం.. అందగొలిపే బతుకమ్మ పండుగను తెలంగాణ ప్రజలు ఘనంగా జరుపుకుంటారు. bbox=[543, 1099, 775, 1126]
paragraph: జరుపుకునే పండుగ బతుకమ్మ. ప్రకృతితో మనిషికి ఉన్న సంబంధం విడదీయలేనిది. ప్రకృతిని పూజించడం మన సంస్కృతిలో భాగం. bbox=[543, 895, 775, 937]
